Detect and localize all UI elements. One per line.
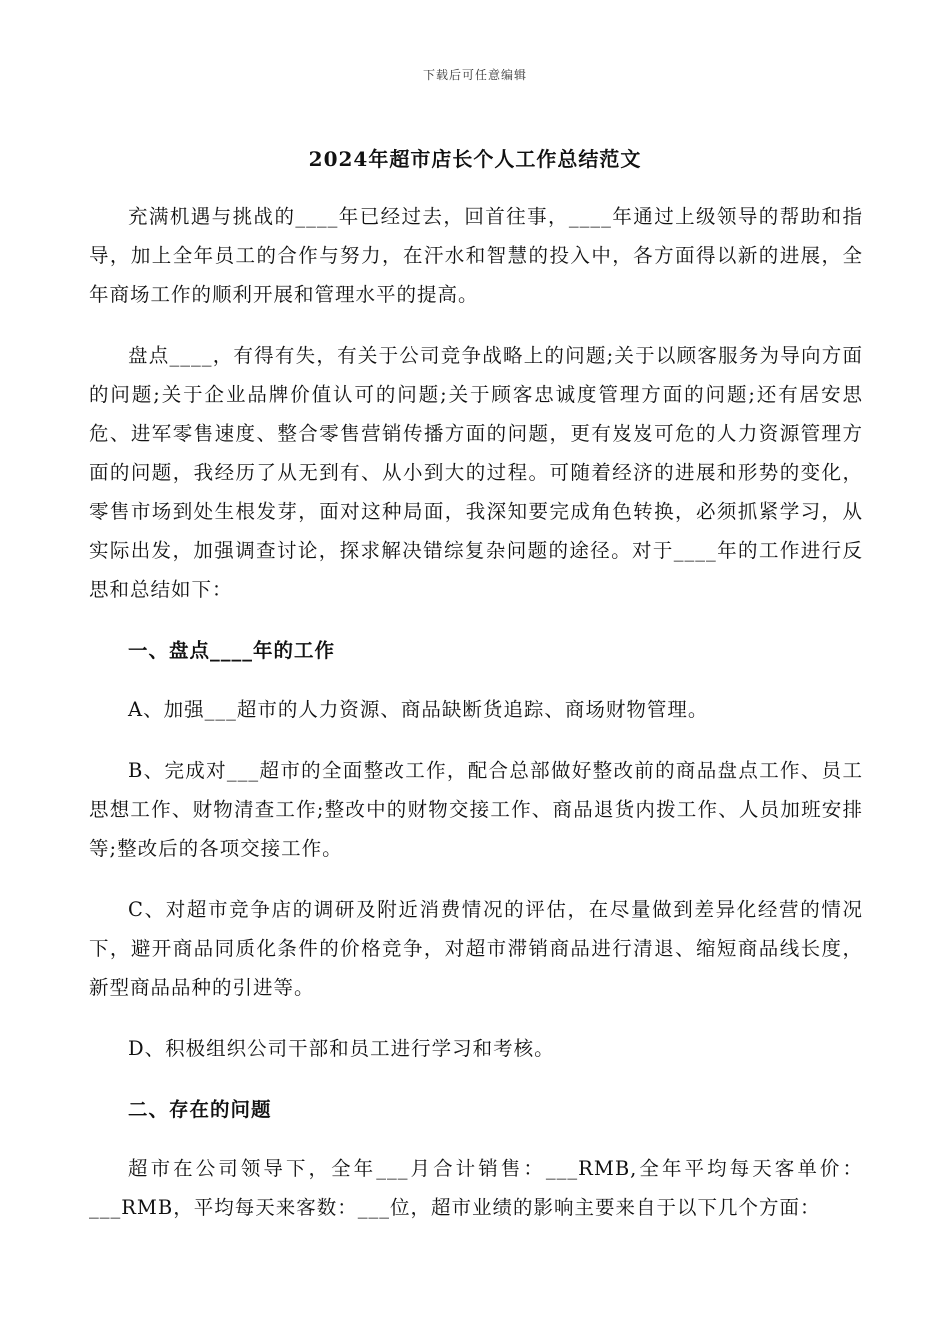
review-paragraph: 盘点____，有得有失，有关于公司竞争战略上的问题;关于以顾客服务为导向方面的问题;关于企业品牌价值认可的问题;关于顾客忠诚度管理方面的问题;还有居安思危、进军零售速度、整合零售营销传播方面的问题，更有岌岌可危的人力资源管理方面的问题，我经历了从无到有、从小到大的过程。可随着经济的进展和形势的变化，零售市场到处生根发芽，面对这种局面，我深知要完成角色转换，必须抓紧学习，从实际出发，加强调查讨论，探求解决错综复杂问题的途径。对于____年的工作进行反思和总结如下： xyxy=(89,344,863,601)
sales-paragraph: 超市在公司领导下，全年___月合计销售：___RMB,全年平均每天客单价：___RMB，平均每天来客数：___位，超市业绩的影响主要来自于以下几个方面： xyxy=(89,1157,863,1219)
work-item-d: D、积极组织公司干部和员工进行学习和考核。 xyxy=(128,1037,555,1060)
work-item-a: A、加强___超市的人力资源、商品缺断货追踪、商场财物管理。 xyxy=(128,698,709,721)
section-heading-1: 一、盘点____年的工作 xyxy=(128,639,336,662)
document-body xyxy=(89,197,863,1249)
intro-paragraph: 充满机遇与挑战的____年已经过去，回首往事，____年通过上级领导的帮助和指导，加上全年员工的合作与努力，在汗水和智慧的投入中，各方面得以新的进展，全年商场工作的顺利开展和管理水平的提高。 xyxy=(89,205,863,306)
header-note: 下载后可任意编辑 xyxy=(422,68,527,82)
document-title: 2024年超市店长个人工作总结范文 xyxy=(308,147,642,171)
work-item-c: C、对超市竞争店的调研及附近消费情况的评估，在尽量做到差异化经营的情况下，避开商品同质化条件的价格竞争，对超市滞销商品进行清退、缩短商品线长度，新型商品品种的引进等。 xyxy=(89,898,863,999)
section-heading-2: 二、存在的问题 xyxy=(128,1098,272,1121)
work-item-b: B、完成对___超市的全面整改工作，配合总部做好整改前的商品盘点工作、员工思想工作、财物清查工作;整改中的财物交接工作、商品退货内拨工作、人员加班安排等;整改后的各项交接工作。 xyxy=(89,759,863,860)
